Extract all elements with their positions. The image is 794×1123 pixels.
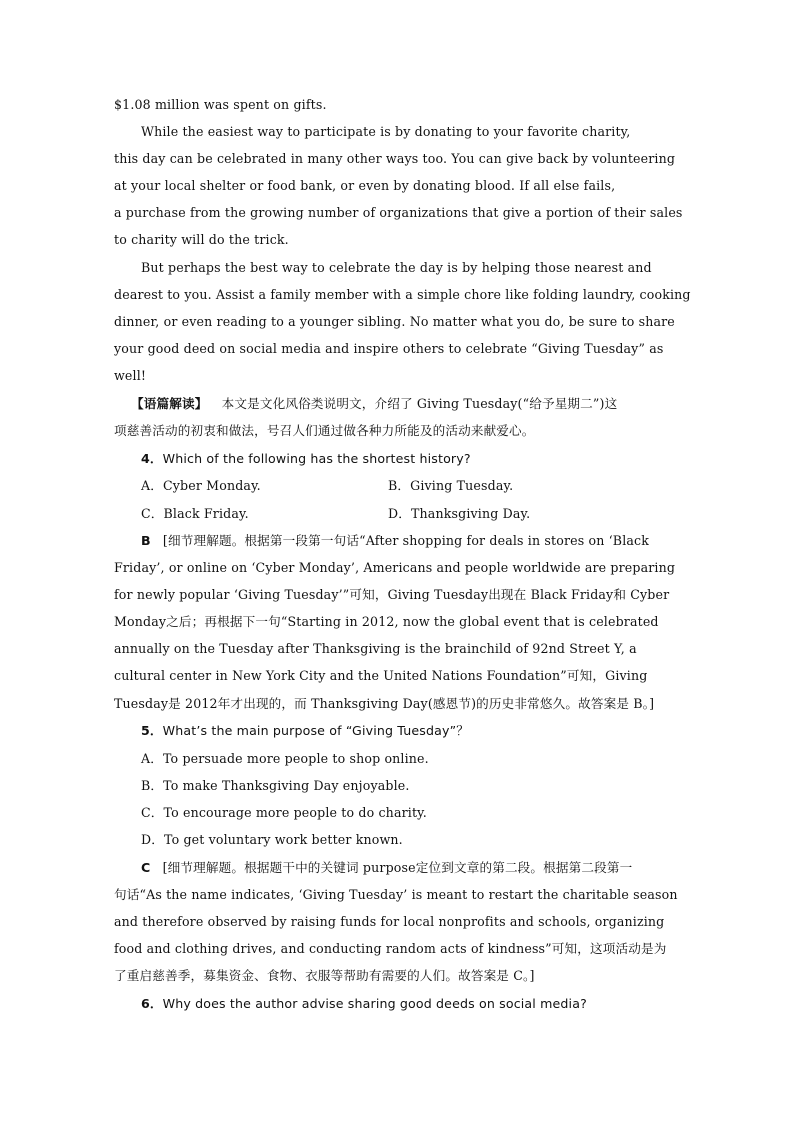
explanation-line: Friday’, or online on ‘Cyber Monday’, Americans and people worldwide are preparing (114, 560, 676, 575)
explanation-line: 句话“As the name indicates, ‘Giving Tuesday’ is meant to restart the charitable season (114, 887, 678, 902)
passage-line: dearest to you. Assist a family member with a simple chore like folding laundry, cooking (114, 287, 691, 302)
explanation-line: and therefore observed by raising funds for local nonprofits and schools, organizing (114, 914, 665, 929)
question-text: Which of the following has the shortest history? (162, 451, 471, 466)
passage-line: this day can be celebrated in many other ways too. You can give back by volunteering (114, 151, 676, 166)
question-number: 6． (141, 996, 163, 1011)
passage-line: well! (114, 368, 147, 383)
option-a: A．Cyber Monday. (141, 478, 261, 493)
question-number: 5． (141, 723, 163, 738)
passage-line: dinner, or even reading to a younger sibling. No matter what you do, be sure to share (114, 314, 675, 329)
passage-line: to charity will do the trick. (114, 232, 289, 247)
option-c: C．To encourage more people to do charity. (141, 805, 427, 820)
explanation-line: 了重启慈善季，募集资金、食物、衣服等帮助有需要的人们。故答案是 C。] (114, 968, 535, 983)
analysis-line: 项慈善活动的初衷和做法，号召人们通过做各种力所能及的活动来献爱心。 (114, 423, 535, 438)
option-d: D．Thanksgiving Day. (388, 506, 531, 521)
passage-line: $1.08 million was spent on gifts. (114, 97, 327, 112)
explanation-line: for newly popular ‘Giving Tuesday’”可知，Giving Tuesday出现在 Black Friday和 Cyber (114, 587, 670, 602)
explanation-line: Monday之后；再根据下一句“Starting in 2012, now the global event that is celebrated (114, 614, 659, 629)
question-text: Why does the author advise sharing good deeds on social media? (162, 996, 587, 1011)
answer-letter: C (141, 860, 151, 875)
passage-line: your good deed on social media and inspire others to celebrate “Giving Tuesday” as (114, 341, 664, 356)
explanation-line: Tuesday是 2012年才出现的，而 Thanksgiving Day(感恩节)的历史非常悠久。故答案是 B。] (114, 696, 655, 711)
explanation-line: cultural center in New York City and the United Nations Foundation”可知，Giving (114, 668, 648, 683)
option-b: B．Giving Tuesday. (388, 478, 514, 493)
explanation-text: [细节理解题。根据第一段第一句话“After shopping for deals in stores on ‘Black (162, 533, 650, 548)
question-6 (141, 996, 587, 1012)
option-b: B．To make Thanksgiving Day enjoyable. (141, 778, 410, 793)
option-d: D．To get voluntary work better known. (141, 832, 403, 847)
option-a: A．To persuade more people to shop online. (141, 751, 429, 766)
passage-line: at your local shelter or food bank, or even by donating blood. If all else fails, (114, 178, 616, 193)
answer-letter: B (141, 533, 151, 548)
analysis-label: 【语篇解读】 (131, 396, 208, 411)
passage-line: But perhaps the best way to celebrate the day is by helping those nearest and (141, 260, 652, 275)
question-4 (141, 451, 471, 467)
option-c: C．Black Friday. (141, 506, 249, 521)
question-5 (141, 723, 469, 739)
explanation-line (141, 533, 649, 549)
explanation-line (141, 860, 632, 876)
passage-line: a purchase from the growing number of organizations that give a portion of their sales (114, 205, 683, 220)
passage-line: While the easiest way to participate is by donating to your favorite charity, (141, 124, 631, 139)
analysis-text: 本文是文化风俗类说明文，介绍了 Giving Tuesday(“给予星期二”)这 (221, 396, 618, 411)
question-number: 4． (141, 451, 163, 466)
explanation-line: food and clothing drives, and conducting random acts of kindness”可知，这项活动是为 (114, 941, 667, 956)
explanation-text: [细节理解题。根据题干中的关键词 purpose定位到文章的第二段。根据第二段第一 (162, 860, 633, 875)
question-text: What’s the main purpose of “Giving Tuesday”？ (162, 723, 469, 738)
explanation-line: annually on the Tuesday after Thanksgiving is the brainchild of 92nd Street Y, a (114, 641, 637, 656)
analysis-line (131, 396, 617, 412)
